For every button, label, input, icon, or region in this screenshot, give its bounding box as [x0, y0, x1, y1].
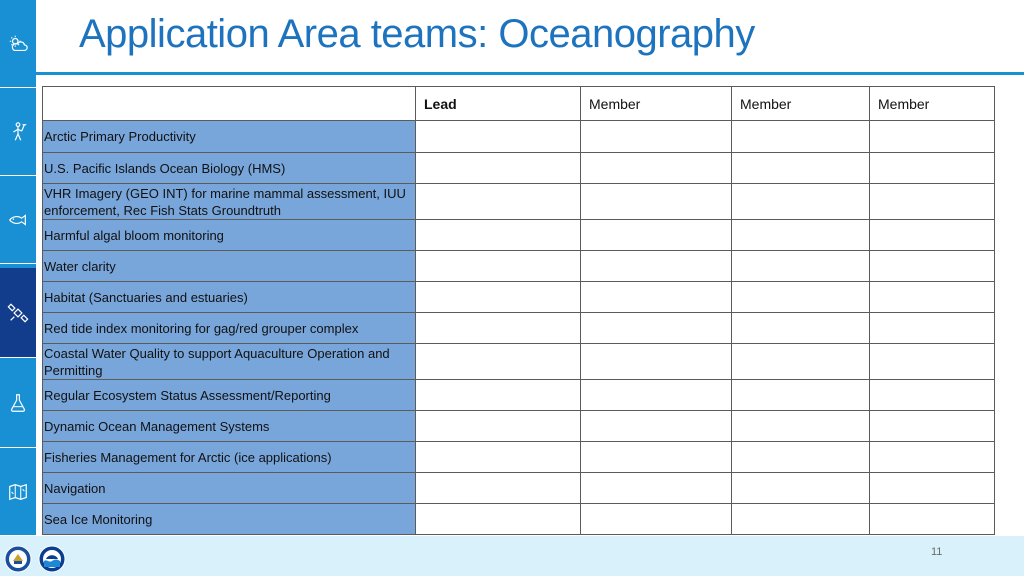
application-area-label: VHR Imagery (GEO INT) for marine mammal assessment, IUU enforcement, Rec Fish Stats Groundtruth: [43, 184, 416, 220]
table-row: [43, 153, 995, 184]
table-row: [43, 282, 995, 313]
member-cell[interactable]: [581, 411, 732, 442]
member-cell[interactable]: [732, 184, 870, 220]
member-cell[interactable]: [732, 380, 870, 411]
member-cell[interactable]: [732, 344, 870, 380]
lead-cell[interactable]: [416, 220, 581, 251]
sidebar-item-map[interactable]: [0, 448, 36, 536]
member-cell[interactable]: [581, 251, 732, 282]
member-cell[interactable]: [732, 442, 870, 473]
member-cell[interactable]: [870, 411, 995, 442]
table-row: [43, 473, 995, 504]
member-cell[interactable]: [732, 504, 870, 535]
application-area-label: Habitat (Sanctuaries and estuaries): [43, 282, 416, 313]
member-cell[interactable]: [581, 313, 732, 344]
member-cell[interactable]: [732, 313, 870, 344]
member-cell[interactable]: [581, 504, 732, 535]
application-area-label: Navigation: [43, 473, 416, 504]
table-header-blank: [43, 87, 416, 121]
application-area-label: Arctic Primary Productivity: [43, 121, 416, 153]
lead-cell[interactable]: [416, 282, 581, 313]
member-cell[interactable]: [870, 442, 995, 473]
member-cell[interactable]: [732, 473, 870, 504]
lead-cell[interactable]: [416, 380, 581, 411]
member-cell[interactable]: [732, 121, 870, 153]
lead-cell[interactable]: [416, 473, 581, 504]
table-row: [43, 184, 995, 220]
member-cell[interactable]: [732, 411, 870, 442]
table-row: [43, 504, 995, 535]
member-cell[interactable]: [870, 344, 995, 380]
scientist-icon: [7, 121, 29, 143]
page-number: 11: [931, 546, 943, 558]
table-row: [43, 251, 995, 282]
member-cell[interactable]: [870, 121, 995, 153]
member-cell[interactable]: [870, 380, 995, 411]
application-area-label: U.S. Pacific Islands Ocean Biology (HMS): [43, 153, 416, 184]
member-cell[interactable]: [581, 121, 732, 153]
title-divider: [36, 72, 1024, 75]
member-cell[interactable]: [581, 153, 732, 184]
member-cell[interactable]: [732, 282, 870, 313]
table-row: [43, 220, 995, 251]
sidebar-item-weather[interactable]: [0, 0, 36, 88]
lead-cell[interactable]: [416, 153, 581, 184]
member-cell[interactable]: [870, 153, 995, 184]
member-cell[interactable]: [581, 380, 732, 411]
lead-cell[interactable]: [416, 251, 581, 282]
satellite-icon: [7, 302, 29, 324]
member-cell[interactable]: [732, 153, 870, 184]
teams-table: [42, 86, 995, 535]
lead-cell[interactable]: [416, 121, 581, 153]
table-header-row: [43, 87, 995, 121]
flask-icon: [7, 392, 29, 414]
table-header-member: Member: [581, 87, 732, 121]
application-area-label: Sea Ice Monitoring: [43, 504, 416, 535]
doc-seal-logo: [4, 545, 32, 573]
member-cell[interactable]: [581, 184, 732, 220]
application-area-label: Harmful algal bloom monitoring: [43, 220, 416, 251]
sidebar: [0, 0, 36, 536]
lead-cell[interactable]: [416, 411, 581, 442]
application-area-label: Regular Ecosystem Status Assessment/Reporting: [43, 380, 416, 411]
member-cell[interactable]: [870, 313, 995, 344]
table-row: [43, 313, 995, 344]
lead-cell[interactable]: [416, 184, 581, 220]
member-cell[interactable]: [581, 282, 732, 313]
footer-bar: [0, 536, 1024, 576]
table-row: [43, 411, 995, 442]
member-cell[interactable]: [870, 504, 995, 535]
application-area-label: Fisheries Management for Arctic (ice applications): [43, 442, 416, 473]
sidebar-item-flask[interactable]: [0, 358, 36, 448]
application-area-label: Coastal Water Quality to support Aquaculture Operation and Permitting: [43, 344, 416, 380]
sidebar-item-fish[interactable]: [0, 176, 36, 264]
member-cell[interactable]: [870, 184, 995, 220]
lead-cell[interactable]: [416, 442, 581, 473]
member-cell[interactable]: [870, 220, 995, 251]
weather-icon: [7, 33, 29, 55]
member-cell[interactable]: [732, 251, 870, 282]
application-area-label: Water clarity: [43, 251, 416, 282]
table-row: [43, 344, 995, 380]
application-area-label: Red tide index monitoring for gag/red grouper complex: [43, 313, 416, 344]
noaa-logo: [38, 545, 66, 573]
member-cell[interactable]: [581, 442, 732, 473]
lead-cell[interactable]: [416, 504, 581, 535]
member-cell[interactable]: [870, 282, 995, 313]
table-header-member: Member: [732, 87, 870, 121]
table-header-lead: Lead: [416, 87, 581, 121]
lead-cell[interactable]: [416, 313, 581, 344]
map-icon: [7, 481, 29, 503]
member-cell[interactable]: [581, 344, 732, 380]
sidebar-item-scientist[interactable]: [0, 88, 36, 176]
page-title: Application Area teams: Oceanography: [79, 12, 755, 56]
lead-cell[interactable]: [416, 344, 581, 380]
member-cell[interactable]: [581, 473, 732, 504]
application-area-label: Dynamic Ocean Management Systems: [43, 411, 416, 442]
member-cell[interactable]: [581, 220, 732, 251]
table-header-member: Member: [870, 87, 995, 121]
table-row: [43, 442, 995, 473]
member-cell[interactable]: [870, 251, 995, 282]
member-cell[interactable]: [870, 473, 995, 504]
member-cell[interactable]: [732, 220, 870, 251]
table-row: [43, 121, 995, 153]
table-row: [43, 380, 995, 411]
sidebar-item-satellite[interactable]: [0, 268, 36, 358]
fish-icon: [7, 209, 29, 231]
